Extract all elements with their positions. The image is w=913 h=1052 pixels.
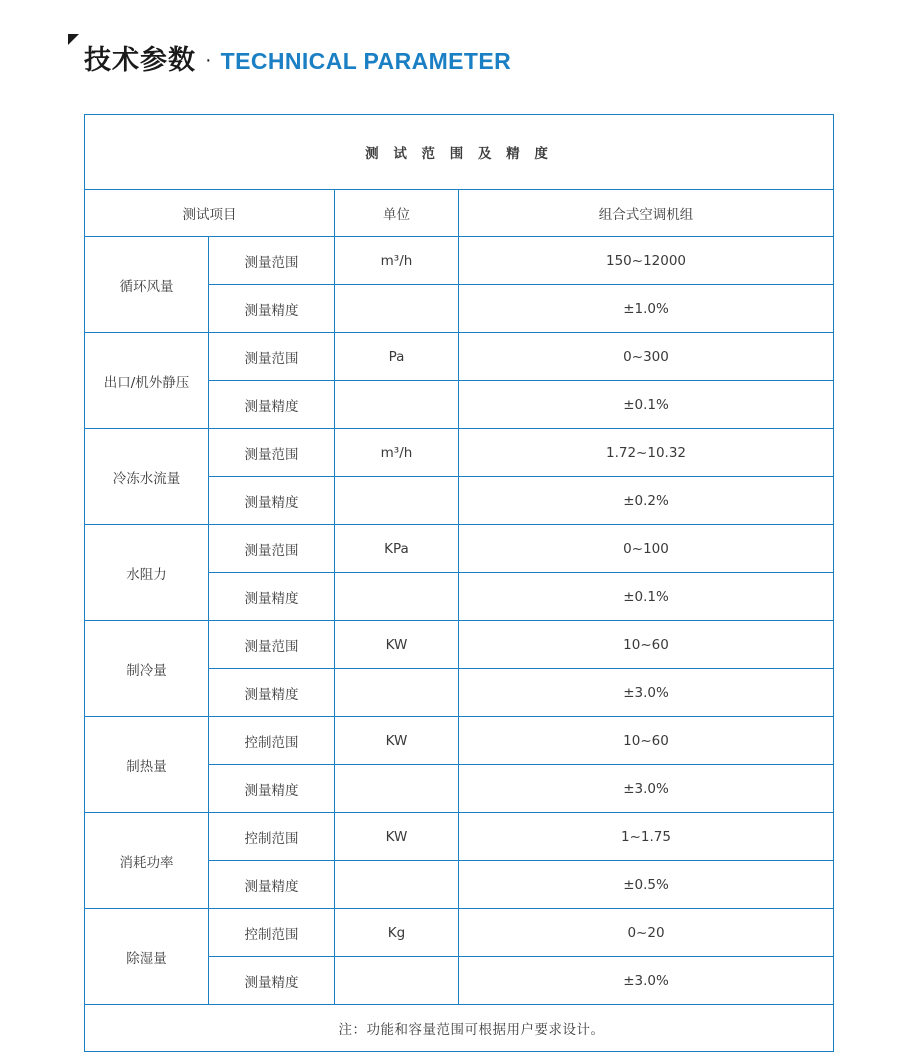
- row-value: ±0.1%: [459, 381, 834, 429]
- row-value: 0~300: [459, 333, 834, 381]
- row-label: 控制范围: [209, 909, 335, 957]
- row-unit: [335, 861, 459, 909]
- row-value: ±3.0%: [459, 957, 834, 1005]
- row-value: ±0.1%: [459, 573, 834, 621]
- row-unit: m³/h: [335, 429, 459, 477]
- row-label: 测量精度: [209, 861, 335, 909]
- row-group-label: 水阻力: [85, 525, 209, 621]
- column-header: 单位: [335, 190, 459, 237]
- row-unit: KW: [335, 717, 459, 765]
- row-value: ±0.2%: [459, 477, 834, 525]
- row-unit: [335, 381, 459, 429]
- table-row: [85, 813, 834, 861]
- row-label: 控制范围: [209, 717, 335, 765]
- table-note-row: [85, 1005, 834, 1052]
- row-group-label: 循环风量: [85, 237, 209, 333]
- row-unit: KW: [335, 621, 459, 669]
- table-title: 测 试 范 围 及 精 度: [85, 115, 834, 190]
- parameter-table-container: [84, 114, 833, 1052]
- row-group-label: 制热量: [85, 717, 209, 813]
- row-group-label: 除湿量: [85, 909, 209, 1005]
- row-value: 10~60: [459, 621, 834, 669]
- title-separator: ·: [205, 49, 212, 71]
- column-header: 组合式空调机组: [459, 190, 834, 237]
- column-header: 测试项目: [85, 190, 335, 237]
- page-header: [84, 38, 511, 77]
- row-label: 测量精度: [209, 573, 335, 621]
- row-value: 0~20: [459, 909, 834, 957]
- page-title-cn: 技术参数: [84, 45, 196, 76]
- row-value: 10~60: [459, 717, 834, 765]
- row-label: 测量范围: [209, 429, 335, 477]
- table-row: [85, 237, 834, 285]
- row-label: 测量范围: [209, 525, 335, 573]
- table-row: [85, 333, 834, 381]
- table-header-row: [85, 190, 834, 237]
- row-value: 1~1.75: [459, 813, 834, 861]
- row-value: ±0.5%: [459, 861, 834, 909]
- row-value: 0~100: [459, 525, 834, 573]
- row-value: ±3.0%: [459, 669, 834, 717]
- row-unit: Kg: [335, 909, 459, 957]
- row-label: 测量范围: [209, 621, 335, 669]
- row-label: 测量精度: [209, 957, 335, 1005]
- table-title-row: [85, 115, 834, 190]
- row-unit: [335, 669, 459, 717]
- row-label: 测量精度: [209, 381, 335, 429]
- row-unit: [335, 477, 459, 525]
- row-value: ±3.0%: [459, 765, 834, 813]
- table-row: [85, 621, 834, 669]
- table-row: [85, 525, 834, 573]
- row-unit: [335, 957, 459, 1005]
- row-label: 测量范围: [209, 237, 335, 285]
- row-group-label: 冷冻水流量: [85, 429, 209, 525]
- row-value: ±1.0%: [459, 285, 834, 333]
- page-title-en: TECHNICAL PARAMETER: [220, 48, 512, 74]
- row-unit: [335, 573, 459, 621]
- table-note: 注：功能和容量范围可根据用户要求设计。: [85, 1005, 834, 1052]
- row-group-label: 出口/机外静压: [85, 333, 209, 429]
- row-label: 测量精度: [209, 669, 335, 717]
- table-row: [85, 429, 834, 477]
- row-group-label: 消耗功率: [85, 813, 209, 909]
- row-label: 测量精度: [209, 285, 335, 333]
- table-row: [85, 717, 834, 765]
- row-unit: KPa: [335, 525, 459, 573]
- row-unit: KW: [335, 813, 459, 861]
- row-group-label: 制冷量: [85, 621, 209, 717]
- row-label: 测量范围: [209, 333, 335, 381]
- flag-marker-icon: [68, 34, 79, 45]
- row-label: 测量精度: [209, 765, 335, 813]
- row-unit: [335, 765, 459, 813]
- row-label: 控制范围: [209, 813, 335, 861]
- row-label: 测量精度: [209, 477, 335, 525]
- row-value: 1.72~10.32: [459, 429, 834, 477]
- table-row: [85, 909, 834, 957]
- row-unit: Pa: [335, 333, 459, 381]
- row-unit: m³/h: [335, 237, 459, 285]
- parameter-table: [84, 114, 834, 1052]
- row-value: 150~12000: [459, 237, 834, 285]
- row-unit: [335, 285, 459, 333]
